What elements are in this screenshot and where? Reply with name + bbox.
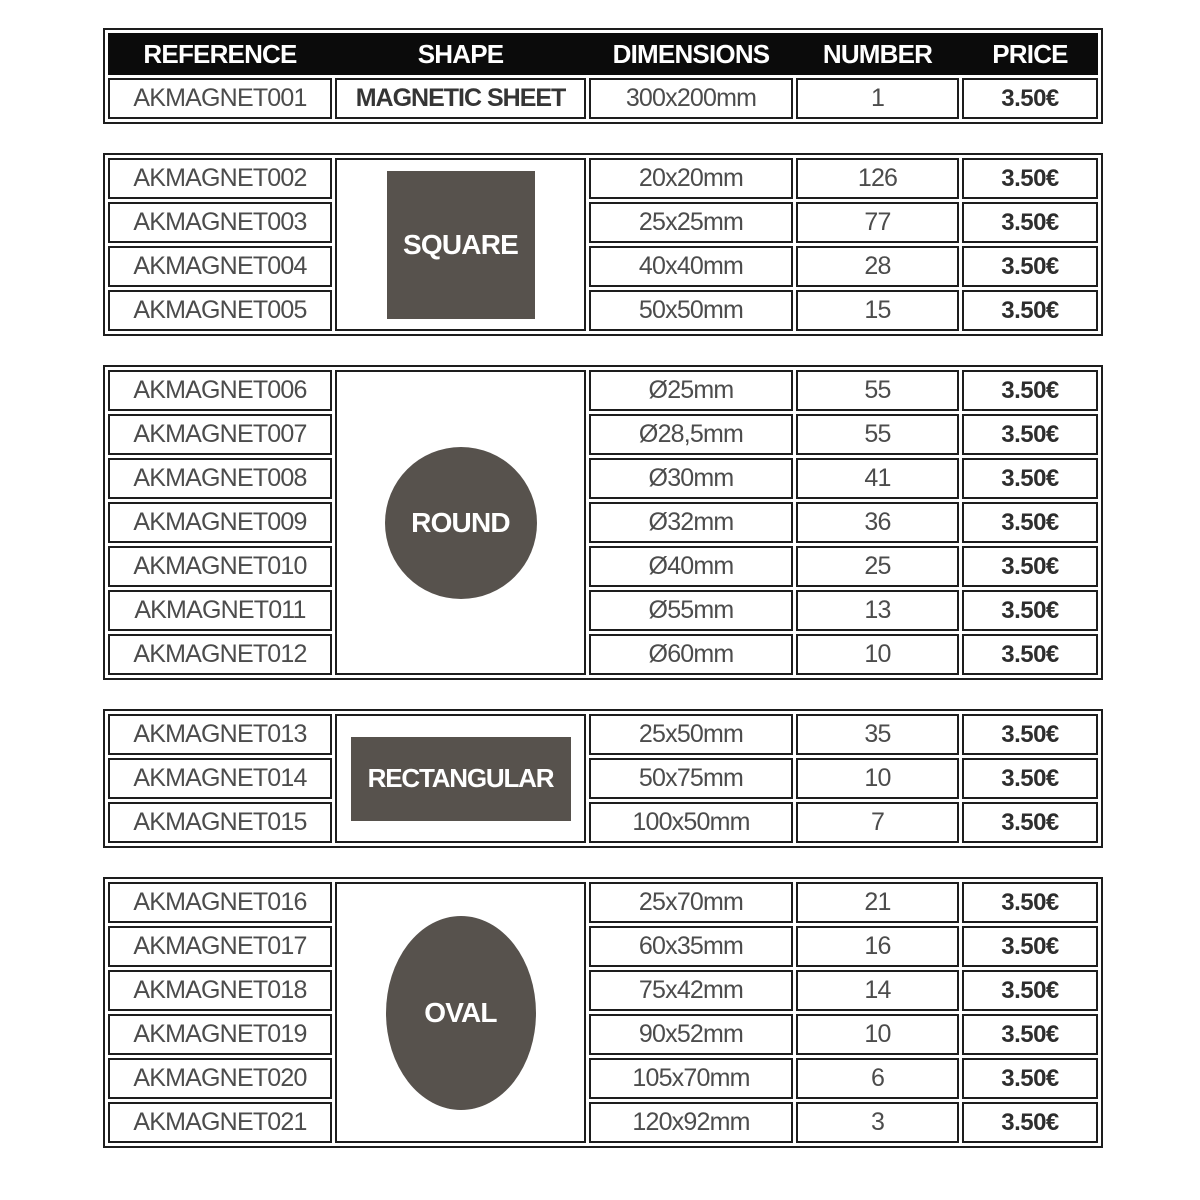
price-cell: 3.50€ (962, 590, 1098, 631)
dimensions-cell: 100x50mm (589, 802, 793, 843)
reference-cell: AKMAGNET017 (108, 926, 332, 967)
reference-cell: AKMAGNET012 (108, 634, 332, 675)
reference-cell: AKMAGNET004 (108, 246, 332, 287)
reference-cell: AKMAGNET014 (108, 758, 332, 799)
shape-cell-square (335, 158, 586, 331)
shape-label: SQUARE (403, 228, 518, 260)
price-cell: 3.50€ (962, 1102, 1098, 1143)
dimensions-cell: 50x75mm (589, 758, 793, 799)
number-cell: 28 (796, 246, 959, 287)
group-round (103, 365, 1103, 680)
dimensions-cell: Ø30mm (589, 458, 793, 499)
number-cell: 13 (796, 590, 959, 631)
number-cell: 10 (796, 758, 959, 799)
reference-cell: AKMAGNET011 (108, 590, 332, 631)
rectangle-shape-icon (351, 737, 571, 821)
price-cell: 3.50€ (962, 246, 1098, 287)
dimensions-cell: 300x200mm (589, 78, 793, 119)
dimensions-cell: 105x70mm (589, 1058, 793, 1099)
dimensions-cell: 25x50mm (589, 714, 793, 755)
number-cell: 25 (796, 546, 959, 587)
shape-cell-round (335, 370, 586, 675)
shape-label-magnetic-sheet: MAGNETIC SHEET (335, 78, 586, 119)
price-cell: 3.50€ (962, 882, 1098, 923)
dimensions-cell: 60x35mm (589, 926, 793, 967)
number-cell: 77 (796, 202, 959, 243)
column-header-number: NUMBER (822, 38, 933, 69)
price-cell: 3.50€ (962, 546, 1098, 587)
number-cell: 1 (796, 78, 959, 119)
shape-cell-oval (335, 882, 586, 1143)
number-cell: 10 (796, 1014, 959, 1055)
number-cell: 21 (796, 882, 959, 923)
reference-cell: AKMAGNET021 (108, 1102, 332, 1143)
reference-cell: AKMAGNET016 (108, 882, 332, 923)
column-header-dimensions: DIMENSIONS (612, 38, 770, 69)
dimensions-cell: Ø60mm (589, 634, 793, 675)
oval-shape-icon (386, 916, 536, 1110)
number-cell: 55 (796, 414, 959, 455)
group-square (103, 153, 1103, 336)
group-oval (103, 877, 1103, 1148)
column-header-price: PRICE (992, 38, 1068, 69)
number-cell: 7 (796, 802, 959, 843)
dimensions-cell: Ø32mm (589, 502, 793, 543)
price-cell: 3.50€ (962, 202, 1098, 243)
price-cell: 3.50€ (962, 502, 1098, 543)
dimensions-cell: Ø55mm (589, 590, 793, 631)
price-cell: 3.50€ (962, 970, 1098, 1011)
price-cell: 3.50€ (962, 290, 1098, 331)
price-cell: 3.50€ (962, 370, 1098, 411)
dimensions-cell: 25x25mm (589, 202, 793, 243)
group-rectangular (103, 709, 1103, 848)
reference-cell: AKMAGNET006 (108, 370, 332, 411)
reference-cell: AKMAGNET020 (108, 1058, 332, 1099)
dimensions-cell: Ø40mm (589, 546, 793, 587)
shape-cell-rectangular (335, 714, 586, 843)
reference-cell: AKMAGNET003 (108, 202, 332, 243)
dimensions-cell: 120x92mm (589, 1102, 793, 1143)
dimensions-cell: 75x42mm (589, 970, 793, 1011)
price-cell: 3.50€ (962, 78, 1098, 119)
table-header-row (108, 33, 1098, 75)
dimensions-cell: 25x70mm (589, 882, 793, 923)
column-header-reference: REFERENCE (143, 38, 297, 69)
number-cell: 41 (796, 458, 959, 499)
reference-cell: AKMAGNET015 (108, 802, 332, 843)
dimensions-cell: Ø25mm (589, 370, 793, 411)
reference-cell: AKMAGNET009 (108, 502, 332, 543)
reference-cell: AKMAGNET008 (108, 458, 332, 499)
number-cell: 126 (796, 158, 959, 199)
number-cell: 16 (796, 926, 959, 967)
price-cell: 3.50€ (962, 802, 1098, 843)
price-cell: 3.50€ (962, 926, 1098, 967)
price-cell: 3.50€ (962, 1058, 1098, 1099)
reference-cell: AKMAGNET018 (108, 970, 332, 1011)
reference-cell: AKMAGNET019 (108, 1014, 332, 1055)
circle-shape-icon (385, 447, 537, 599)
number-cell: 14 (796, 970, 959, 1011)
reference-cell: AKMAGNET002 (108, 158, 332, 199)
price-cell: 3.50€ (962, 158, 1098, 199)
price-cell: 3.50€ (962, 414, 1098, 455)
shape-label: ROUND (411, 506, 510, 538)
number-cell: 55 (796, 370, 959, 411)
number-cell: 15 (796, 290, 959, 331)
price-cell: 3.50€ (962, 458, 1098, 499)
number-cell: 35 (796, 714, 959, 755)
price-cell: 3.50€ (962, 634, 1098, 675)
column-header-shape: SHAPE (417, 38, 504, 69)
reference-cell: AKMAGNET005 (108, 290, 332, 331)
number-cell: 10 (796, 634, 959, 675)
shape-label: OVAL (424, 996, 497, 1028)
dimensions-cell: 50x50mm (589, 290, 793, 331)
reference-cell: AKMAGNET010 (108, 546, 332, 587)
dimensions-cell: 40x40mm (589, 246, 793, 287)
price-cell: 3.50€ (962, 1014, 1098, 1055)
reference-cell: AKMAGNET007 (108, 414, 332, 455)
price-cell: 3.50€ (962, 714, 1098, 755)
square-shape-icon (387, 171, 535, 319)
magnet-price-table (103, 28, 1103, 1177)
dimensions-cell: 20x20mm (589, 158, 793, 199)
number-cell: 3 (796, 1102, 959, 1143)
price-cell: 3.50€ (962, 758, 1098, 799)
number-cell: 36 (796, 502, 959, 543)
dimensions-cell: 90x52mm (589, 1014, 793, 1055)
reference-cell: AKMAGNET001 (108, 78, 332, 119)
reference-cell: AKMAGNET013 (108, 714, 332, 755)
shape-label: RECTANGULAR (367, 763, 554, 793)
dimensions-cell: Ø28,5mm (589, 414, 793, 455)
number-cell: 6 (796, 1058, 959, 1099)
group-magnetic-sheet (103, 28, 1103, 124)
